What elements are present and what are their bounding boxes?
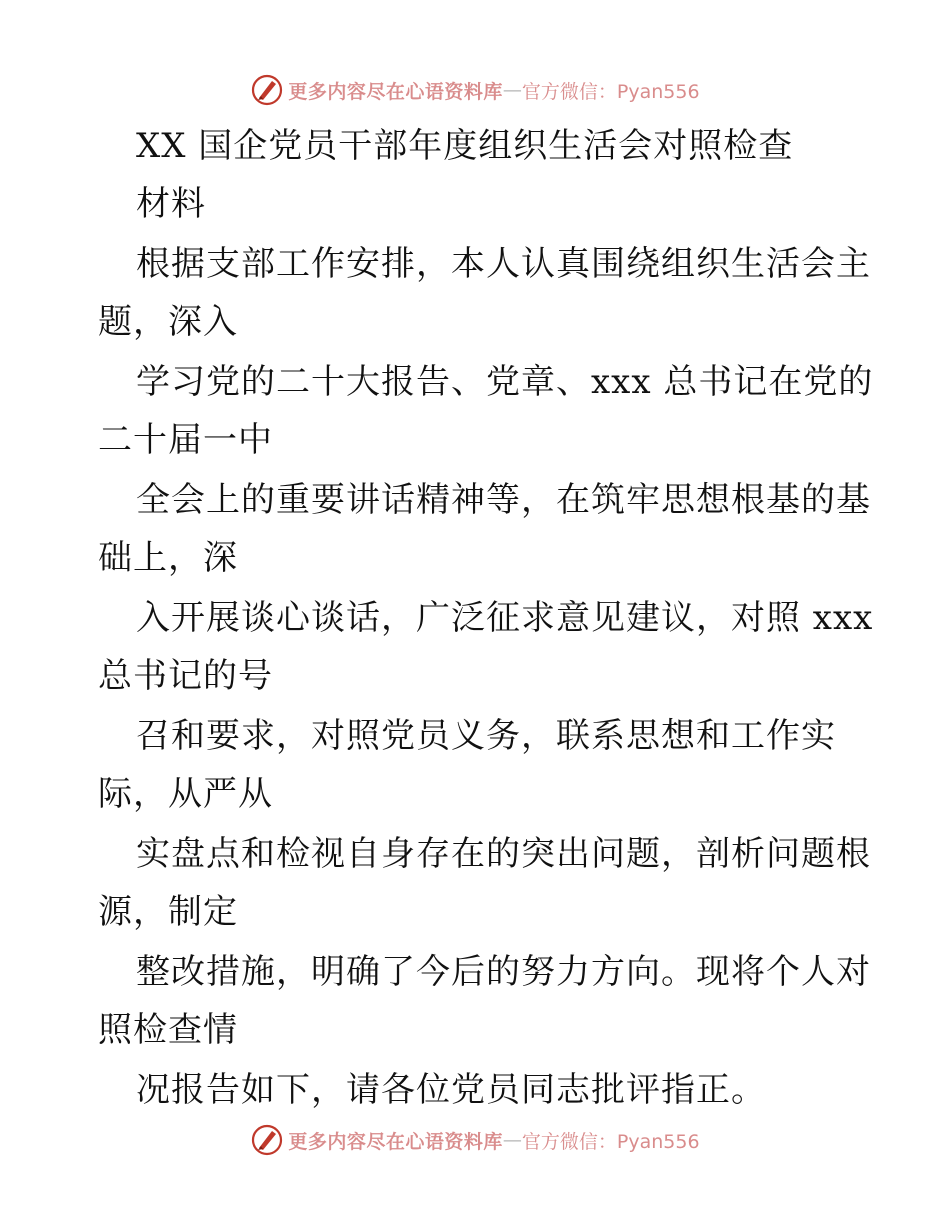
text-line: 况报告如下，请各位党员同志批评指正。 <box>136 1070 766 1110</box>
quill-pen-logo-icon <box>250 73 284 107</box>
document-title: XX 国企党员干部年度组织生活会对照检查 <box>136 126 794 166</box>
text-line: 整改措施，明确了今后的努力方向。现将个人对 <box>136 952 871 992</box>
text-line: 召和要求，对照党员义务，联系思想和工作实 <box>136 716 836 756</box>
watermark-site-text: 更多内容尽在心语资料库 <box>288 80 503 103</box>
text-line: 入开展谈心谈话，广泛征求意见建议，对照 xxx <box>136 598 874 638</box>
footer-watermark <box>0 1120 950 1160</box>
text-line: 源，制定 <box>98 892 238 932</box>
watermark-wechat-text: 官方微信：Pyan556 <box>521 1130 700 1153</box>
text-line: 际，从严从 <box>98 774 273 814</box>
text-line: 础上，深 <box>98 538 238 578</box>
watermark-separator: — <box>502 79 522 101</box>
header-watermark <box>0 70 950 110</box>
text-line: 总书记的号 <box>98 656 273 696</box>
text-line: 学习党的二十大报告、党章、xxx 总书记在党的 <box>136 362 874 402</box>
watermark-separator: — <box>502 1129 522 1151</box>
document-title-continued: 材料 <box>136 184 206 224</box>
text-line: 二十届一中 <box>98 420 273 460</box>
text-line: 全会上的重要讲话精神等，在筑牢思想根基的基 <box>136 480 871 520</box>
text-line: 照检查情 <box>98 1010 238 1050</box>
text-line: 题，深入 <box>98 302 238 342</box>
quill-pen-logo-icon <box>250 1123 284 1157</box>
watermark-wechat-text: 官方微信：Pyan556 <box>521 80 700 103</box>
text-line: 实盘点和检视自身存在的突出问题，剖析问题根 <box>136 834 871 874</box>
watermark-site-text: 更多内容尽在心语资料库 <box>288 1130 503 1153</box>
text-line: 根据支部工作安排，本人认真围绕组织生活会主 <box>136 244 871 284</box>
